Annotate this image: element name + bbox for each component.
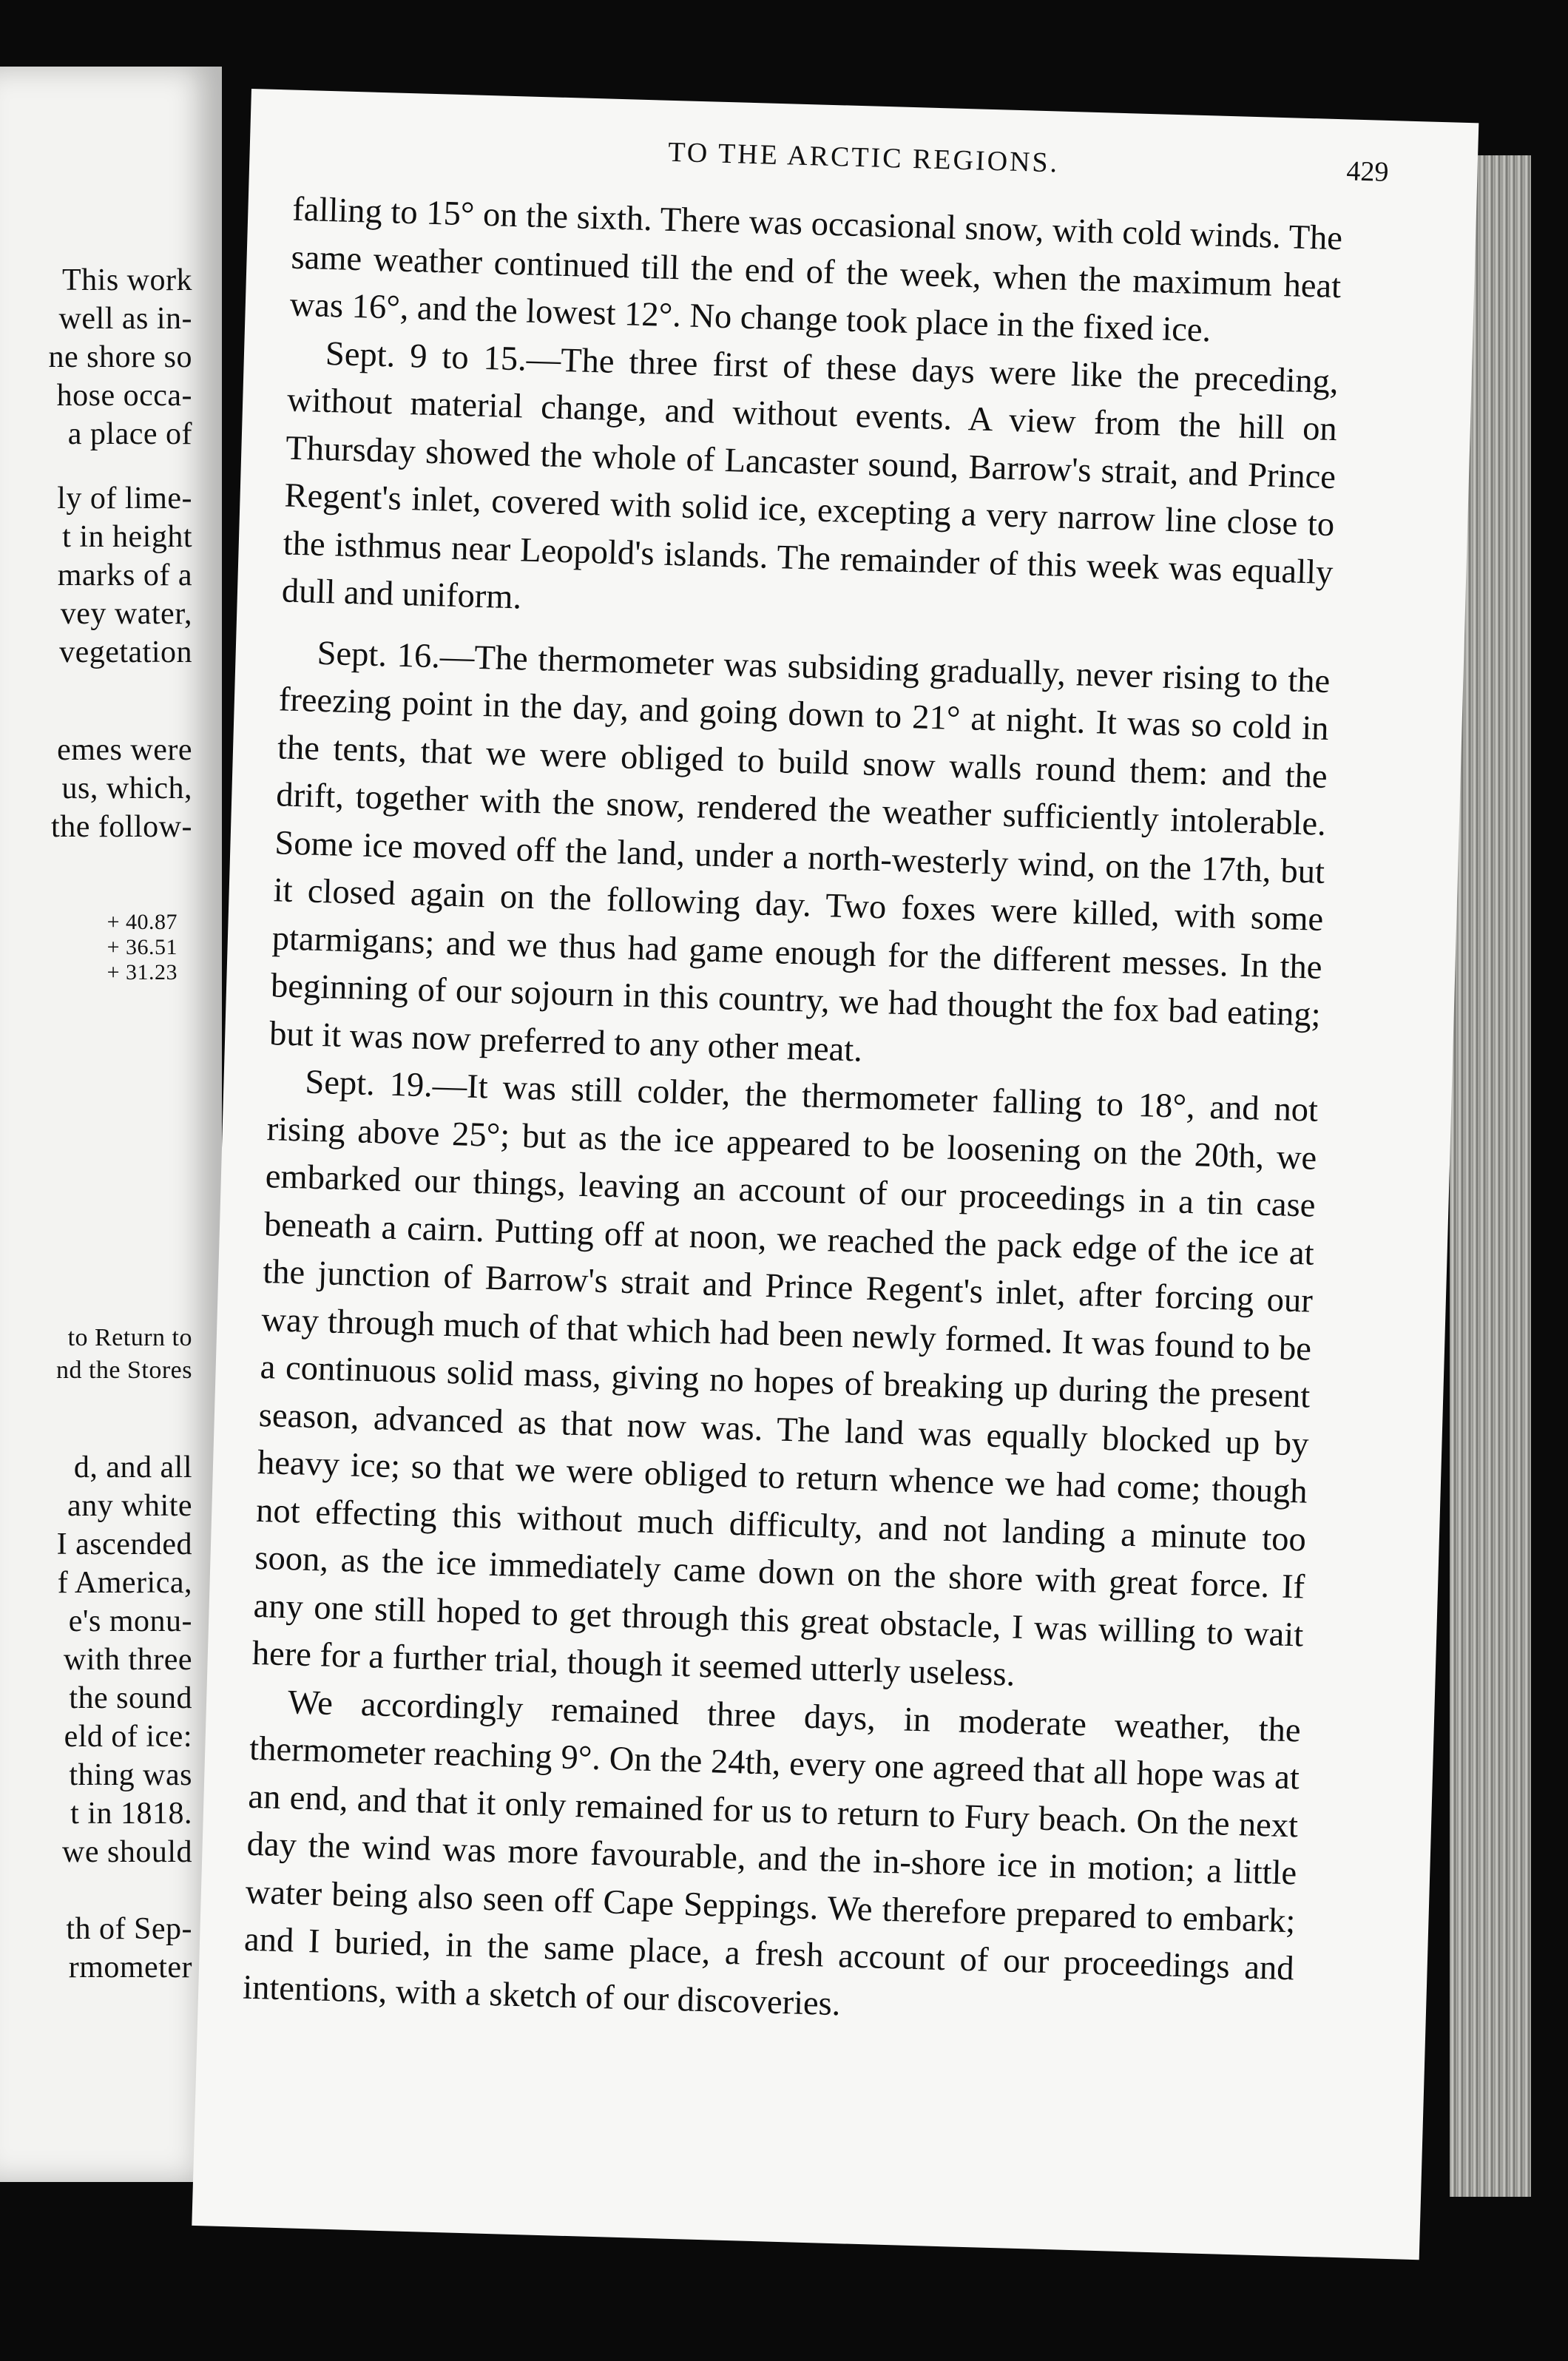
left-page-line: + 31.23 [107,960,178,984]
left-page-line: th of Sep- [66,1912,192,1946]
left-page-line: thing was [69,1758,192,1792]
left-page-line: t in 1818. [70,1797,192,1831]
left-page-line: vey water, [60,597,192,631]
paragraph: We accordingly remained three days, in moderate weather, the thermometer reaching 9°. On the 24th, every one agreed that all hope was at an end, and that it only remained for us to return to Fury beach. On the next day the wind was more favourable, and the in-shore ice in motion; a little water being also seen off Cape Seppings. We therefore prepared to embark; and I buried, in the same place, a fresh account of our proceedings and intentions, with a sketch of our discoveries. [242,1683,1302,2023]
paragraph: Sept. 16.—The thermometer was subsiding gradually, never rising to the freezing point in the day, and going down to 21° at night. It was so cold in the tents, that we were obliged to build snow walls round them: and the drift, together with the snow, rendered the weather sufficiently intolerable. Some ice moved off the land, under a north-westerly wind, on the 17th, but it closed again on the following day. Two foxes were killed, with some ptarmigans; and we thus had game enough for the different messes. In the beginning of our sojourn in this country, we had thought the fox bad eating; but it was now preferred to any other meat. [268,634,1331,1070]
left-page-line: nd the Stores [55,1357,192,1384]
left-page-line: f America, [57,1566,192,1600]
left-page-line: the sound [69,1681,192,1715]
left-page-line: e's monu- [68,1604,192,1638]
left-page-line: This work [62,263,192,297]
body-text [242,186,1342,2041]
left-page-line: d, and all [73,1450,192,1485]
main-page [192,89,1479,2260]
left-page-line: the follow- [51,810,192,844]
left-page-line: any white [67,1489,192,1523]
running-head: TO THE ARCTIC REGIONS. [667,136,1060,179]
left-page-line: + 36.51 [107,935,178,959]
left-page-line: I ascended [56,1527,192,1561]
paragraph: Sept. 19.—It was still colder, the thermometer falling to 18°, and not rising above 25°; but as the ice appeared to be loosening on the 20th, we embarked our things, leaving an account of our proceedings in a tin case beneath a cairn. Putting off at noon, we reached the pack edge of the ice at the junction of Barrow's strait and Prince Regent's inlet, after forcing our way through much of that which had been newly formed. It was found to be a continuous solid mass, giving no hopes of breaking up during the present season, advanced as that now was. The land was equally blocked up by heavy ice; so that we were obliged to return whence we had come; though not effecting this without much difficulty, and not landing a minute too soon, as the ice immediately came down on the shore with great force. If any one still hoped to get through this great obstacle, I was willing to wait here for a further trial, though it seemed utterly useless. [251,1063,1319,1694]
paragraph: falling to 15° on the sixth. There was occasional snow, with cold winds. The same weather continued till the end of the week, when the maximum heat was 16°, and the lowest 12°. No change took place in the fixed ice. [289,190,1343,350]
left-page-line: ne shore so [48,340,192,374]
left-page-line: us, which, [61,771,192,805]
left-page-line: emes were [57,733,192,767]
paragraph: Sept. 9 to 15.—The three first of these days were like the preceding, without material change, and without events. A view from the hill on Thursday showed the whole of Lancaster sound, Barrow's strait, and Prince Regent's inlet, covered with solid ice, excepting a very narrow line close to the isthmus near Leopold's islands. The remainder of this week was equally dull and uniform. [281,334,1339,617]
left-facing-page [0,67,222,2182]
left-page-line: ly of lime- [57,482,192,516]
left-page-line: marks of a [57,558,192,592]
left-page-line: vegetation [59,635,192,669]
left-page-line: eld of ice: [64,1720,192,1754]
left-page-line: with three [63,1643,192,1677]
left-page-line: we should [62,1835,192,1869]
left-page-line: hose occa- [56,379,192,413]
left-page-line: t in height [62,520,192,554]
left-page-line: to Return to [67,1324,192,1351]
left-page-line: + 40.87 [107,910,178,934]
page-number: 429 [1345,155,1390,188]
left-page-line: a place of [67,417,192,451]
left-page-line: rmometer [68,1950,192,1985]
left-page-line: well as in- [58,302,192,336]
